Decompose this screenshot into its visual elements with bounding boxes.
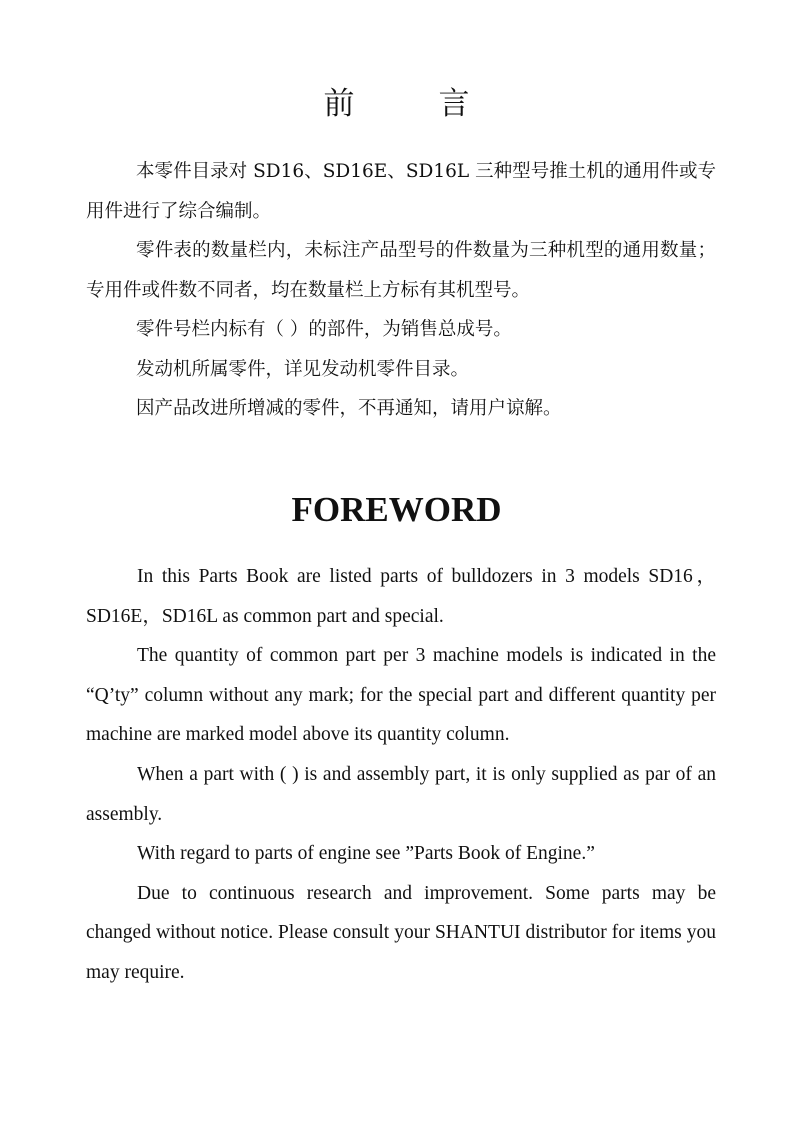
- english-paragraph-2: The quantity of common part per 3 machine models is indicated in the “Q’ty” column without any mark; for the special part and different quantity per machine are marked model above its quantity column.: [86, 645, 716, 746]
- chinese-title-char-1: 前: [323, 86, 355, 122]
- chinese-title: [0, 82, 793, 126]
- chinese-paragraph-4: 发动机所属零件，详见发动机零件目录。: [136, 358, 470, 380]
- foreword-title: FOREWORD: [291, 490, 502, 529]
- chinese-paragraph-5: 因产品改进所增减的零件，不再通知，请用户谅解。: [136, 398, 562, 419]
- chinese-paragraph-3: 零件号栏内标有（ ）的部件，为销售总成号。: [136, 319, 512, 340]
- english-body: [86, 557, 716, 993]
- chinese-body: [86, 152, 716, 429]
- chinese-paragraph-2: 零件表的数量栏内，未标注产品型号的件数量为三种机型的通用数量；专用件或件数不同者，均在数量栏上方标有其机型号。: [86, 240, 716, 301]
- chinese-title-char-2: 言: [438, 86, 470, 122]
- chinese-paragraph-1: 本零件目录对 SD16、SD16E、SD16L 三种型号推土机的通用件或专用件进行了综合编制。: [86, 161, 716, 222]
- english-paragraph-4: With regard to parts of engine see ”Parts Book of Engine.”: [137, 843, 595, 865]
- english-paragraph-1: In this Parts Book are listed parts of bulldozers in 3 models SD16，SD16E，SD16L as common part and special.: [86, 566, 716, 627]
- english-paragraph-5: Due to continuous research and improvement. Some parts may be changed without notice. Please consult your SHANTUI distributor for items you may require.: [86, 882, 716, 983]
- english-paragraph-3: When a part with ( ) is and assembly part, it is only supplied as par of an assembly.: [86, 763, 716, 825]
